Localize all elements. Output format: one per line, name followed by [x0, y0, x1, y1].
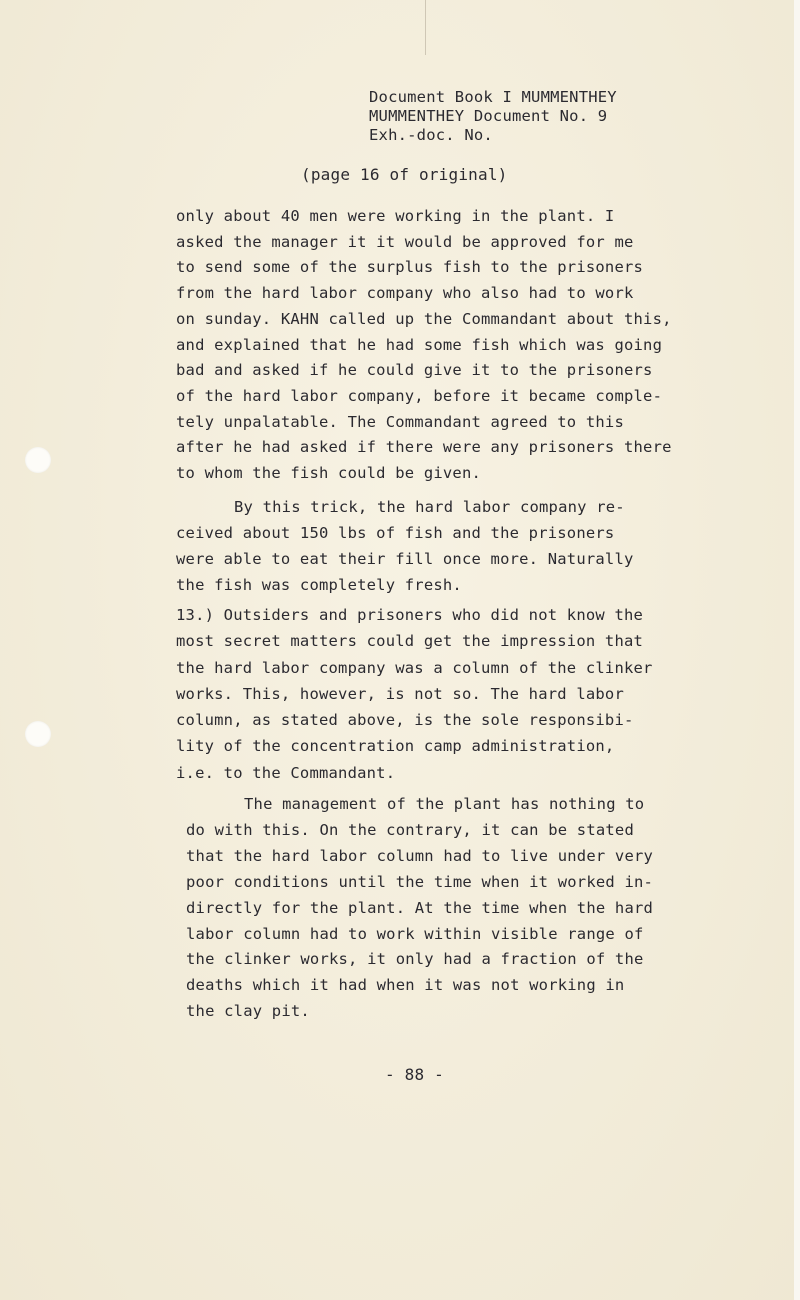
- text-line: that the hard labor column had to live under very: [186, 846, 654, 865]
- crease-mark: [425, 0, 426, 55]
- text-line: the fish was completely fresh.: [176, 576, 462, 594]
- text-line: i.e. to the Commandant.: [176, 763, 396, 782]
- text-line: works. This, however, is not so. The hard labor: [176, 684, 624, 703]
- text-line: The management of the plant has nothing to: [244, 795, 645, 813]
- text-line: poor conditions until the time when it worked in-: [186, 872, 654, 891]
- text-line: of the hard labor company, before it became comple-: [176, 386, 663, 405]
- text-line: lity of the concentration camp administration,: [176, 737, 615, 756]
- text-line: on sunday. KAHN called up the Commandant about this,: [176, 309, 672, 328]
- text-line: to send some of the surplus fish to the prisoners: [176, 258, 644, 277]
- text-line: were able to eat their fill once more. Naturally: [176, 550, 634, 568]
- text-line: most secret matters could get the impression that: [176, 632, 644, 651]
- text-line: after he had asked if there were any prisoners there: [176, 438, 672, 457]
- punch-hole: [25, 447, 51, 473]
- text-line: labor column had to work within visible range of: [186, 924, 644, 943]
- paragraph-4: [186, 792, 726, 1025]
- header-line-document-number: MUMMENTHEY Document No. 9: [369, 107, 608, 125]
- text-line: from the hard labor company who also had to work: [176, 284, 634, 303]
- text-line: do with this. On the contrary, it can be stated: [186, 820, 634, 839]
- text-line: 13.) Outsiders and prisoners who did not know the: [176, 606, 644, 624]
- text-line: tely unpalatable. The Commandant agreed to this: [176, 412, 624, 431]
- paragraph-3: [176, 602, 716, 786]
- header-line-exhibit: Exh.-doc. No.: [369, 126, 493, 144]
- page-number: - 88 -: [385, 1065, 444, 1084]
- text-line: bad and asked if he could give it to the prisoners: [176, 361, 653, 380]
- text-line: ceived about 150 lbs of fish and the prisoners: [176, 524, 615, 542]
- text-line: and explained that he had some fish which was going: [176, 335, 663, 354]
- text-line: only about 40 men were working in the plant. I: [176, 207, 615, 225]
- text-line: the clinker works, it only had a fraction of the: [186, 950, 644, 969]
- text-line: the clay pit.: [186, 1002, 310, 1021]
- paragraph-1: [176, 204, 716, 487]
- text-line: to whom the fish could be given.: [176, 464, 482, 483]
- header-line-document-book: Document Book I MUMMENTHEY: [369, 88, 617, 106]
- paper-edge: [794, 0, 800, 1300]
- text-line: deaths which it had when it was not working in: [186, 976, 625, 995]
- text-line: column, as stated above, is the sole responsibi-: [176, 711, 634, 730]
- punch-hole: [25, 721, 51, 747]
- text-line: directly for the plant. At the time when the hard: [186, 898, 654, 917]
- text-line: By this trick, the hard labor company re-: [234, 498, 625, 516]
- document-header: [369, 88, 617, 145]
- text-line: asked the manager it it would be approved for me: [176, 232, 634, 251]
- text-line: the hard labor company was a column of the clinker: [176, 658, 653, 677]
- paragraph-2: [176, 494, 716, 598]
- page-reference: (page 16 of original): [301, 165, 508, 184]
